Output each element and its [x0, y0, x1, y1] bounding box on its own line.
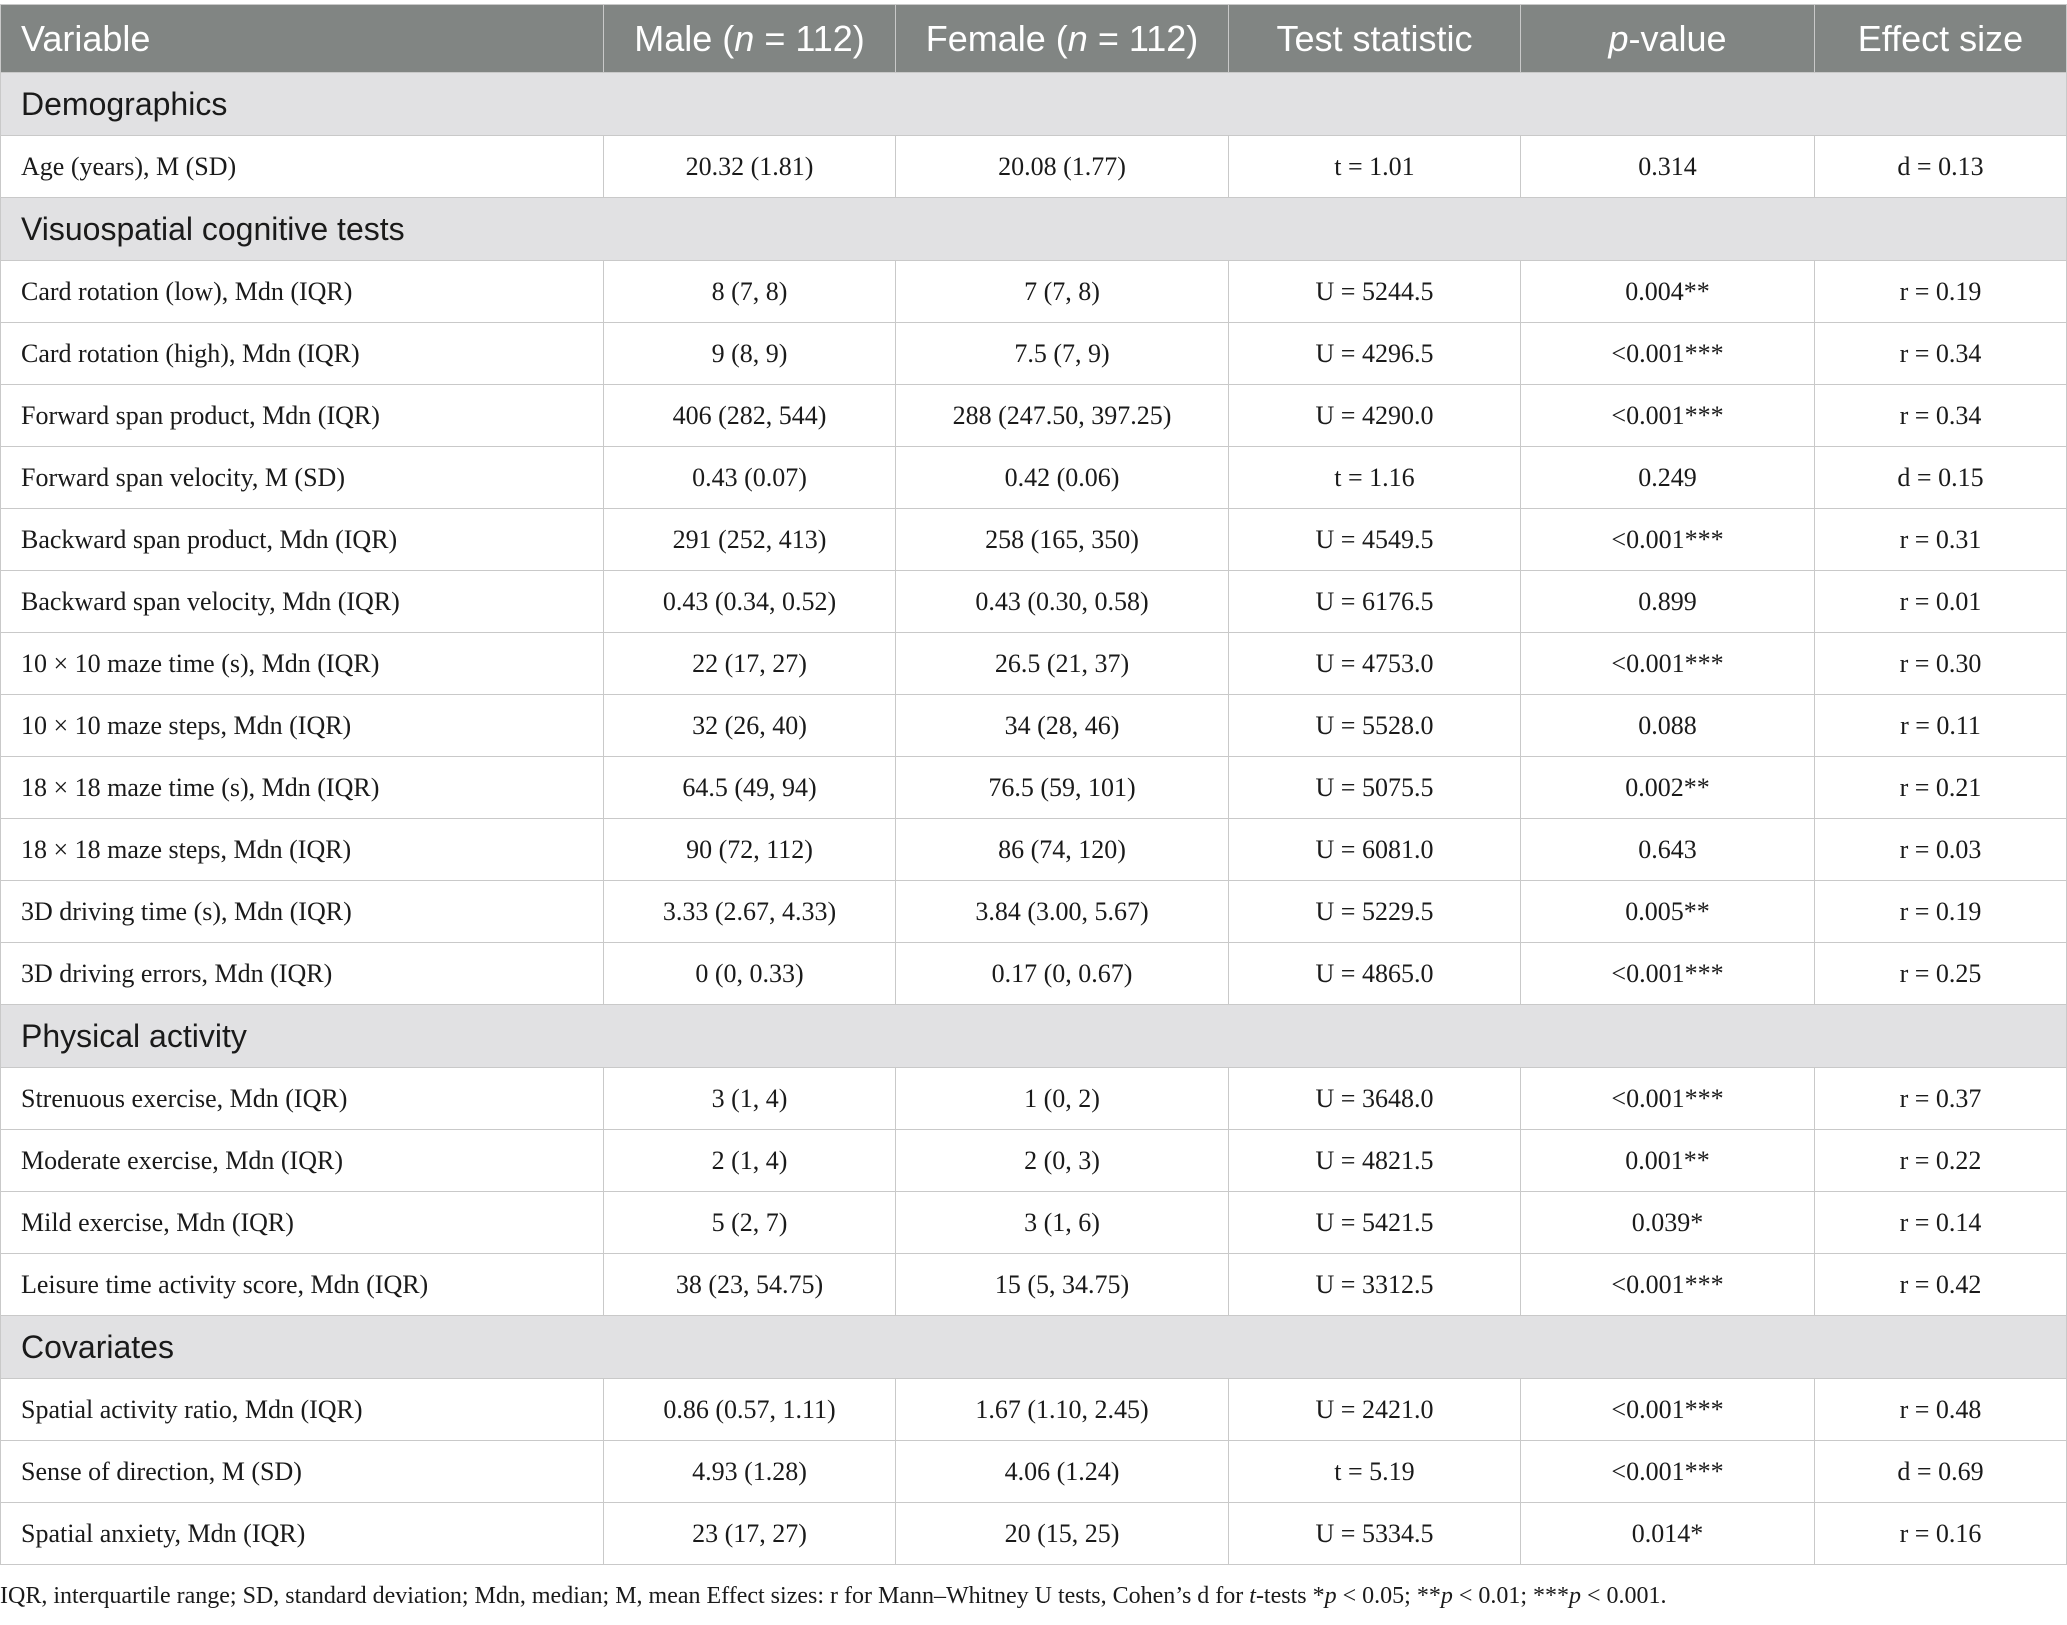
cell-variable: 3D driving errors, Mdn (IQR): [1, 943, 604, 1005]
cell-effect-size: r = 0.11: [1815, 695, 2067, 757]
cell-male: 2 (1, 4): [604, 1130, 896, 1192]
cell-variable: Forward span velocity, M (SD): [1, 447, 604, 509]
cell-female: 7 (7, 8): [896, 261, 1229, 323]
cell-female: 34 (28, 46): [896, 695, 1229, 757]
table-row: [1, 509, 2067, 571]
cell-male: 291 (252, 413): [604, 509, 896, 571]
table-body: [1, 73, 2067, 1565]
cell-variable: Forward span product, Mdn (IQR): [1, 385, 604, 447]
cell-female: 20.08 (1.77): [896, 136, 1229, 198]
cell-variable: Leisure time activity score, Mdn (IQR): [1, 1254, 604, 1316]
cell-p-value: <0.001***: [1521, 385, 1815, 447]
section-title: Covariates: [1, 1316, 2067, 1379]
cell-effect-size: r = 0.31: [1815, 509, 2067, 571]
cell-p-value: 0.039*: [1521, 1192, 1815, 1254]
cell-variable: Mild exercise, Mdn (IQR): [1, 1192, 604, 1254]
cell-variable: 10 × 10 maze steps, Mdn (IQR): [1, 695, 604, 757]
cell-test-statistic: U = 4865.0: [1229, 943, 1521, 1005]
cell-test-statistic: U = 3648.0: [1229, 1068, 1521, 1130]
cell-male: 3.33 (2.67, 4.33): [604, 881, 896, 943]
data-table: [0, 4, 2067, 1565]
cell-male: 0 (0, 0.33): [604, 943, 896, 1005]
cell-male: 20.32 (1.81): [604, 136, 896, 198]
section-header-row: [1, 1316, 2067, 1379]
cell-test-statistic: t = 5.19: [1229, 1441, 1521, 1503]
cell-test-statistic: U = 5229.5: [1229, 881, 1521, 943]
table-row: [1, 943, 2067, 1005]
cell-female: 3 (1, 6): [896, 1192, 1229, 1254]
cell-test-statistic: U = 6081.0: [1229, 819, 1521, 881]
cell-female: 86 (74, 120): [896, 819, 1229, 881]
cell-variable: Moderate exercise, Mdn (IQR): [1, 1130, 604, 1192]
cell-test-statistic: U = 5244.5: [1229, 261, 1521, 323]
cell-p-value: <0.001***: [1521, 1068, 1815, 1130]
cell-effect-size: r = 0.19: [1815, 881, 2067, 943]
cell-female: 3.84 (3.00, 5.67): [896, 881, 1229, 943]
header-female: Female (n = 112): [896, 5, 1229, 73]
cell-variable: Sense of direction, M (SD): [1, 1441, 604, 1503]
cell-test-statistic: U = 6176.5: [1229, 571, 1521, 633]
cell-test-statistic: U = 5075.5: [1229, 757, 1521, 819]
cell-effect-size: r = 0.42: [1815, 1254, 2067, 1316]
cell-effect-size: r = 0.34: [1815, 385, 2067, 447]
cell-male: 3 (1, 4): [604, 1068, 896, 1130]
cell-p-value: <0.001***: [1521, 509, 1815, 571]
cell-p-value: <0.001***: [1521, 633, 1815, 695]
cell-p-value: 0.899: [1521, 571, 1815, 633]
table-footnote: IQR, interquartile range; SD, standard deviation; Mdn, median; M, mean Effect sizes: r for Mann–Whitney U tests, Cohen’s d for t-tests *p < 0.05; **p < 0.01; ***p < 0.001.: [0, 1583, 1667, 1609]
cell-test-statistic: U = 5334.5: [1229, 1503, 1521, 1565]
table-row: [1, 819, 2067, 881]
cell-male: 406 (282, 544): [604, 385, 896, 447]
cell-p-value: <0.001***: [1521, 323, 1815, 385]
cell-variable: 18 × 18 maze time (s), Mdn (IQR): [1, 757, 604, 819]
cell-female: 1 (0, 2): [896, 1068, 1229, 1130]
cell-p-value: 0.314: [1521, 136, 1815, 198]
cell-effect-size: d = 0.15: [1815, 447, 2067, 509]
table-row: [1, 1192, 2067, 1254]
cell-effect-size: r = 0.22: [1815, 1130, 2067, 1192]
cell-effect-size: r = 0.30: [1815, 633, 2067, 695]
cell-variable: Spatial activity ratio, Mdn (IQR): [1, 1379, 604, 1441]
cell-test-statistic: U = 3312.5: [1229, 1254, 1521, 1316]
cell-effect-size: r = 0.48: [1815, 1379, 2067, 1441]
cell-female: 0.43 (0.30, 0.58): [896, 571, 1229, 633]
cell-test-statistic: t = 1.01: [1229, 136, 1521, 198]
cell-male: 32 (26, 40): [604, 695, 896, 757]
cell-female: 7.5 (7, 9): [896, 323, 1229, 385]
cell-p-value: 0.001**: [1521, 1130, 1815, 1192]
cell-variable: Age (years), M (SD): [1, 136, 604, 198]
cell-effect-size: r = 0.37: [1815, 1068, 2067, 1130]
cell-p-value: <0.001***: [1521, 943, 1815, 1005]
cell-variable: Backward span product, Mdn (IQR): [1, 509, 604, 571]
cell-female: 4.06 (1.24): [896, 1441, 1229, 1503]
cell-female: 288 (247.50, 397.25): [896, 385, 1229, 447]
cell-female: 1.67 (1.10, 2.45): [896, 1379, 1229, 1441]
table-row: [1, 881, 2067, 943]
section-header-row: [1, 198, 2067, 261]
header-p-value: p-value: [1521, 5, 1815, 73]
cell-male: 8 (7, 8): [604, 261, 896, 323]
cell-effect-size: r = 0.03: [1815, 819, 2067, 881]
header-male: Male (n = 112): [604, 5, 896, 73]
cell-effect-size: r = 0.01: [1815, 571, 2067, 633]
table-row: [1, 1379, 2067, 1441]
cell-p-value: 0.643: [1521, 819, 1815, 881]
cell-male: 64.5 (49, 94): [604, 757, 896, 819]
table-row: [1, 757, 2067, 819]
cell-male: 5 (2, 7): [604, 1192, 896, 1254]
cell-male: 22 (17, 27): [604, 633, 896, 695]
cell-female: 15 (5, 34.75): [896, 1254, 1229, 1316]
section-header-row: [1, 73, 2067, 136]
table-row: [1, 1130, 2067, 1192]
cell-male: 0.43 (0.07): [604, 447, 896, 509]
header-test-statistic: Test statistic: [1229, 5, 1521, 73]
cell-test-statistic: U = 5528.0: [1229, 695, 1521, 757]
cell-female: 0.42 (0.06): [896, 447, 1229, 509]
table-row: [1, 1254, 2067, 1316]
cell-variable: Strenuous exercise, Mdn (IQR): [1, 1068, 604, 1130]
cell-male: 0.86 (0.57, 1.11): [604, 1379, 896, 1441]
cell-p-value: 0.249: [1521, 447, 1815, 509]
cell-effect-size: r = 0.25: [1815, 943, 2067, 1005]
cell-test-statistic: t = 1.16: [1229, 447, 1521, 509]
section-title: Physical activity: [1, 1005, 2067, 1068]
cell-test-statistic: U = 4821.5: [1229, 1130, 1521, 1192]
cell-variable: 18 × 18 maze steps, Mdn (IQR): [1, 819, 604, 881]
cell-male: 38 (23, 54.75): [604, 1254, 896, 1316]
cell-effect-size: r = 0.19: [1815, 261, 2067, 323]
cell-test-statistic: U = 2421.0: [1229, 1379, 1521, 1441]
cell-male: 9 (8, 9): [604, 323, 896, 385]
cell-effect-size: d = 0.13: [1815, 136, 2067, 198]
cell-female: 258 (165, 350): [896, 509, 1229, 571]
cell-female: 26.5 (21, 37): [896, 633, 1229, 695]
table-row: [1, 136, 2067, 198]
cell-effect-size: r = 0.16: [1815, 1503, 2067, 1565]
table-row: [1, 1441, 2067, 1503]
cell-p-value: <0.001***: [1521, 1441, 1815, 1503]
cell-effect-size: r = 0.21: [1815, 757, 2067, 819]
cell-test-statistic: U = 4290.0: [1229, 385, 1521, 447]
cell-test-statistic: U = 5421.5: [1229, 1192, 1521, 1254]
cell-p-value: <0.001***: [1521, 1254, 1815, 1316]
header-row: [1, 5, 2067, 73]
cell-p-value: 0.014*: [1521, 1503, 1815, 1565]
section-header-row: [1, 1005, 2067, 1068]
section-title: Demographics: [1, 73, 2067, 136]
table-row: [1, 323, 2067, 385]
cell-effect-size: d = 0.69: [1815, 1441, 2067, 1503]
cell-male: 4.93 (1.28): [604, 1441, 896, 1503]
header-variable: Variable: [1, 5, 604, 73]
cell-female: 20 (15, 25): [896, 1503, 1229, 1565]
cell-p-value: 0.002**: [1521, 757, 1815, 819]
table-row: [1, 1068, 2067, 1130]
cell-variable: 3D driving time (s), Mdn (IQR): [1, 881, 604, 943]
cell-p-value: <0.001***: [1521, 1379, 1815, 1441]
cell-variable: Backward span velocity, Mdn (IQR): [1, 571, 604, 633]
table-row: [1, 571, 2067, 633]
cell-p-value: 0.005**: [1521, 881, 1815, 943]
table-row: [1, 261, 2067, 323]
cell-male: 0.43 (0.34, 0.52): [604, 571, 896, 633]
cell-effect-size: r = 0.14: [1815, 1192, 2067, 1254]
cell-male: 90 (72, 112): [604, 819, 896, 881]
cell-female: 76.5 (59, 101): [896, 757, 1229, 819]
cell-variable: Card rotation (low), Mdn (IQR): [1, 261, 604, 323]
table-row: [1, 695, 2067, 757]
cell-test-statistic: U = 4296.5: [1229, 323, 1521, 385]
cell-female: 0.17 (0, 0.67): [896, 943, 1229, 1005]
cell-male: 23 (17, 27): [604, 1503, 896, 1565]
cell-female: 2 (0, 3): [896, 1130, 1229, 1192]
cell-test-statistic: U = 4753.0: [1229, 633, 1521, 695]
section-title: Visuospatial cognitive tests: [1, 198, 2067, 261]
cell-variable: 10 × 10 maze time (s), Mdn (IQR): [1, 633, 604, 695]
table-row: [1, 1503, 2067, 1565]
cell-p-value: 0.004**: [1521, 261, 1815, 323]
cell-variable: Card rotation (high), Mdn (IQR): [1, 323, 604, 385]
table-row: [1, 385, 2067, 447]
cell-test-statistic: U = 4549.5: [1229, 509, 1521, 571]
table-row: [1, 447, 2067, 509]
cell-p-value: 0.088: [1521, 695, 1815, 757]
cell-effect-size: r = 0.34: [1815, 323, 2067, 385]
cell-variable: Spatial anxiety, Mdn (IQR): [1, 1503, 604, 1565]
table-row: [1, 633, 2067, 695]
header-effect-size: Effect size: [1815, 5, 2067, 73]
